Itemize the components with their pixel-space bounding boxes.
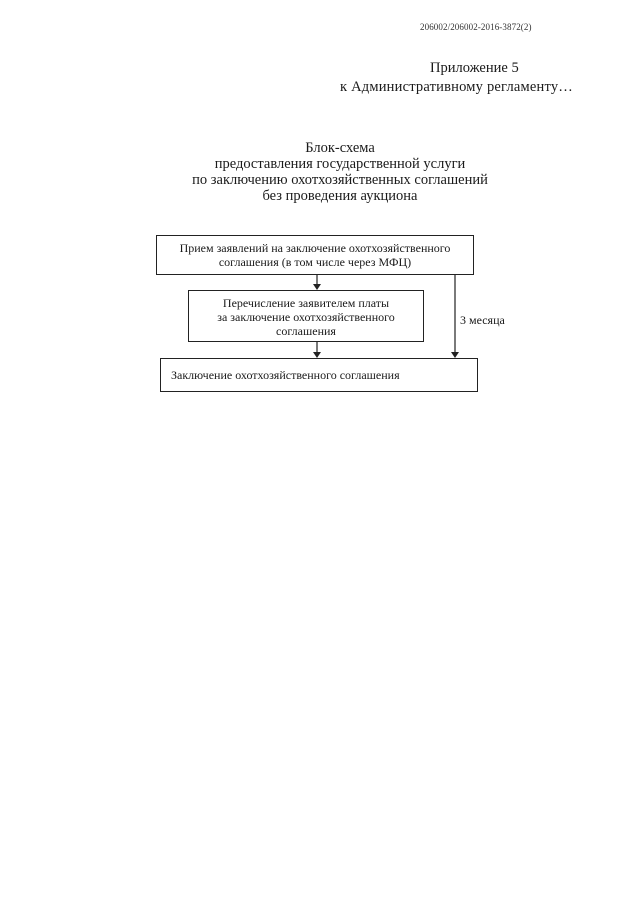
flow-step-application	[156, 235, 474, 275]
document-id: 206002/206002-2016-3872(2)	[420, 22, 532, 32]
flow-step-payment-line-3: соглашения	[276, 324, 336, 338]
scheme-title-line-3: по заключению охотхозяйственных соглашений	[192, 172, 488, 188]
scheme-title-line-1: Блок-схема	[305, 140, 375, 156]
flow-step-agreement: Заключение охотхозяйственного соглашения	[160, 358, 478, 392]
appendix-subtitle: к Административному регламенту…	[340, 79, 573, 95]
duration-label: 3 месяца	[460, 313, 505, 327]
flow-step-application-line-1: Прием заявлений на заключение охотхозяйственного	[179, 241, 451, 255]
flow-step-payment	[188, 290, 424, 342]
flow-step-payment-line-1: Перечисление заявителем платы	[222, 296, 390, 310]
scheme-title-line-2: предоставления государственной услуги	[214, 156, 466, 172]
flow-step-application-line-2: соглашения (в том числе через МФЦ)	[218, 255, 412, 269]
appendix-title: Приложение 5	[430, 60, 519, 76]
scheme-title-line-4: без проведения аукциона	[262, 188, 418, 204]
flow-step-payment-line-2: за заключение охотхозяйственного	[217, 310, 395, 324]
